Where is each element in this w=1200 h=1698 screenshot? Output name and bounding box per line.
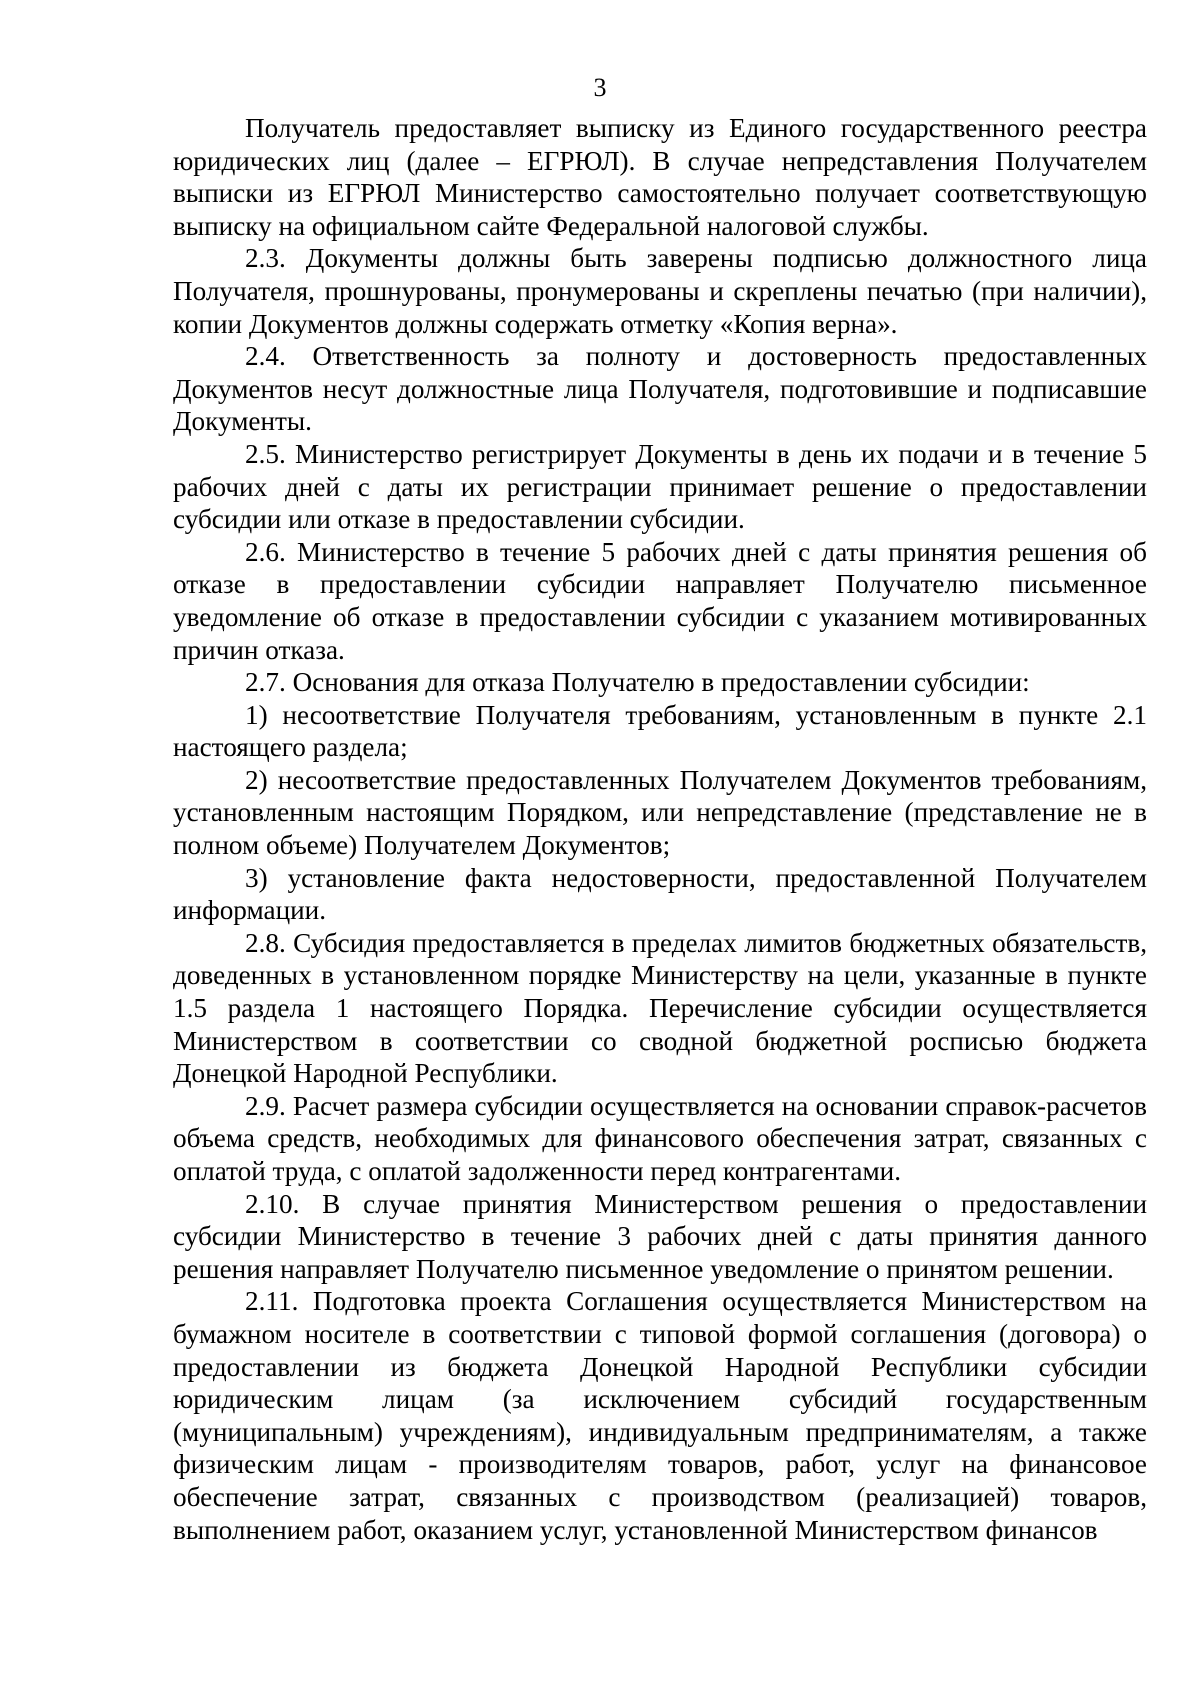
paragraph-2-9: 2.9. Расчет размера субсидии осуществляется на основании справок-расчетов объема средств, необходимых для финансового обеспечения затрат, связанных с оплатой труда, с оплатой задолженности перед контрагентами. xyxy=(173,1090,1147,1186)
paragraph-2-8: 2.8. Субсидия предоставляется в пределах лимитов бюджетных обязательств, доведенных в установленном порядке Министерству на цели, указанные в пункте 1.5 раздела 1 настоящего Порядка. Перечисление субсидии осуществляется Министерством в соответствии со сводной бюджетной росписью бюджета Донецкой Народной Республики. xyxy=(173,927,1147,1089)
paragraph-2-11: 2.11. Подготовка проекта Соглашения осуществляется Министерством на бумажном носителе в соответствии с типовой формой соглашения (договора) о предоставлении из бюджета Донецкой Народной Республики субсидии юридическим лицам (за исключением субсидий государственным (муниципальным) учреждениям), индивидуальным предпринимателям, а также физическим лицам - производителям товаров, работ, услуг на финансовое обеспечение затрат, связанных с производством (реализацией) товаров, выполнением работ, оказанием услуг, установленной Министерством финансов xyxy=(173,1286,1147,1545)
paragraph-2-4: 2.4. Ответственность за полноту и достоверность предоставленных Документов несут должностные лица Получателя, подготовившие и подписавшие Документы. xyxy=(173,341,1147,437)
list-item-2-7-1: 1) несоответствие Получателя требованиям, установленным в пункте 2.1 настоящего раздела; xyxy=(173,699,1147,763)
paragraph-2-10: 2.10. В случае принятия Министерством решения о предоставлении субсидии Министерство в течение 3 рабочих дней с даты принятия данного решения направляет Получателю письменное уведомление о принятом решении. xyxy=(173,1188,1147,1284)
list-item-2-7-2: 2) несоответствие предоставленных Получателем Документов требованиям, установленным настоящим Порядком, или непредставление (представление не в полном объеме) Получателем Документов; xyxy=(173,764,1147,861)
paragraph-2-3: 2.3. Документы должны быть заверены подписью должностного лица Получателя, прошнурованы, пронумерованы и скреплены печатью (при наличии), копии Документов должны содержать отметку «Копия верна». xyxy=(173,243,1147,339)
paragraph-2-7: 2.7. Основания для отказа Получателю в предоставлении субсидии: xyxy=(245,667,1030,698)
paragraph-2-5: 2.5. Министерство регистрирует Документы в день их подачи и в течение 5 рабочих дней с даты их регистрации принимает решение о предоставлении субсидии или отказе в предоставлении субсидии. xyxy=(173,438,1147,535)
paragraph-2-6: 2.6. Министерство в течение 5 рабочих дней с даты принятия решения об отказе в предоставлении субсидии направляет Получателю письменное уведомление об отказе в предоставлении субсидии с указанием мотивированных причин отказа. xyxy=(173,536,1147,665)
paragraph-egrul-extract: Получатель предоставляет выписку из Единого государственного реестра юридических лиц (далее – ЕГРЮЛ). В случае непредставления Получателем выписки из ЕГРЮЛ Министерство самостоятельно получает соответствующую выписку на официальном сайте Федеральной налоговой службы. xyxy=(173,113,1147,241)
page-number: 3 xyxy=(593,73,607,102)
document-body xyxy=(173,112,1147,1546)
list-item-2-7-3: 3) установление факта недостоверности, предоставленной Получателем информации. xyxy=(173,862,1147,926)
